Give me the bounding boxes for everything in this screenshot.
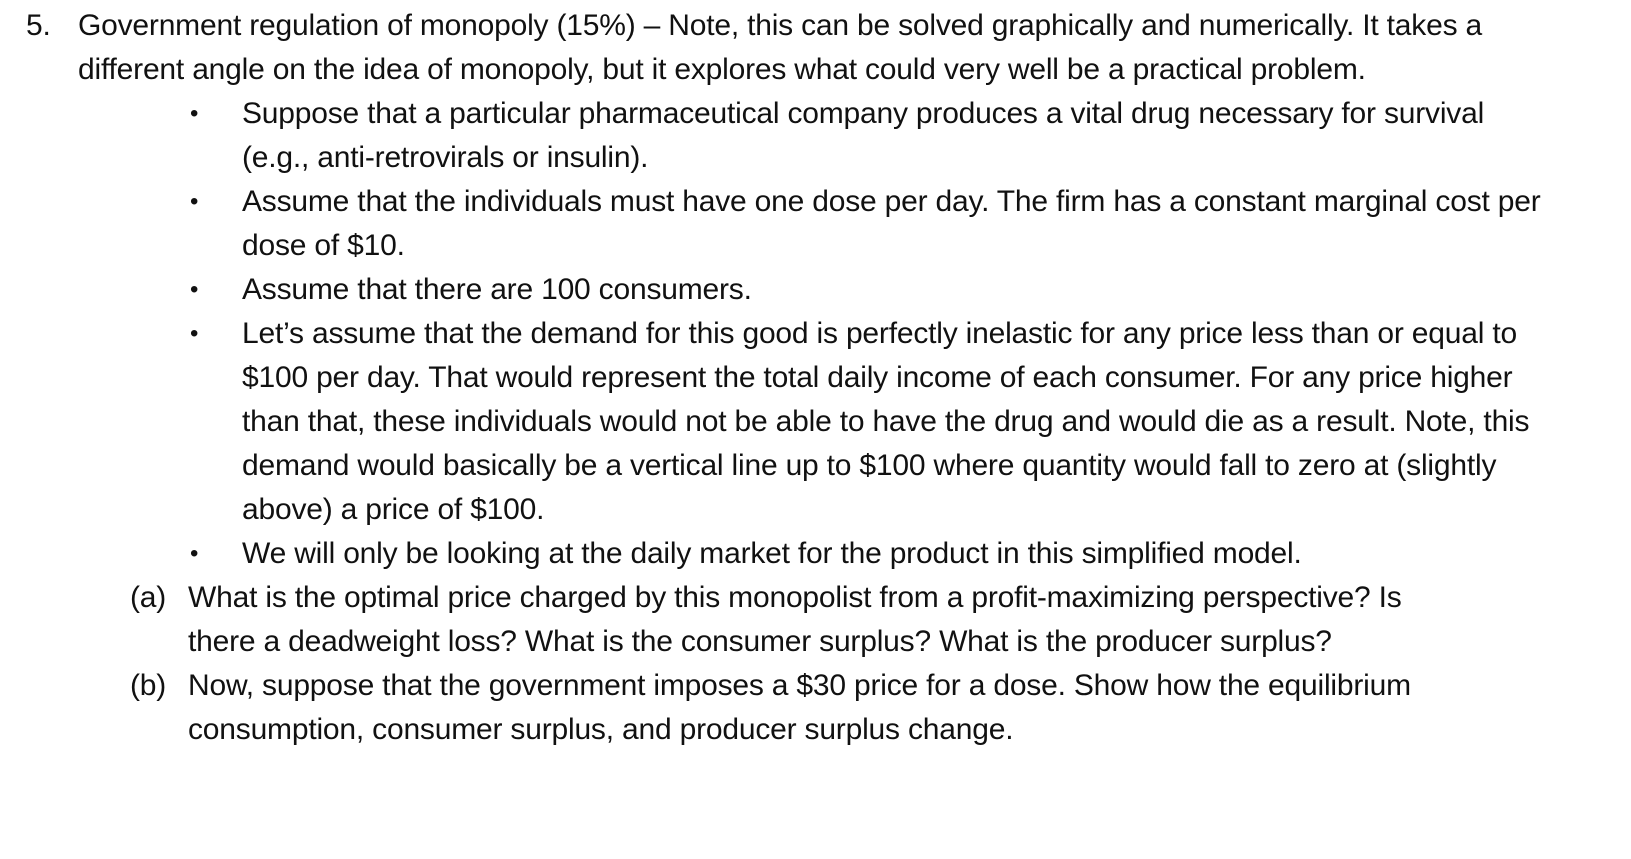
- bullet-icon: •: [190, 276, 199, 303]
- list-item: [190, 92, 1542, 180]
- sub-question-label: (b): [130, 669, 167, 702]
- sub-question-a: [130, 576, 1448, 664]
- bullet-text: Suppose that a particular pharmaceutical company produces a vital drug necessary for survival (e.g., anti-retrovirals or insulin).: [242, 97, 1485, 174]
- sub-question-b: [130, 664, 1448, 752]
- assumption-list: [0, 92, 1631, 576]
- bullet-icon: •: [190, 100, 199, 127]
- list-item: [190, 312, 1542, 532]
- document-page: [0, 4, 1631, 752]
- question-intro: Government regulation of monopoly (15%) – Note, this can be solved graphically and numerically. It takes a different angle on the idea of monopoly, but it explores what could very well be a practical problem.: [78, 9, 1482, 86]
- bullet-text: Let’s assume that the demand for this good is perfectly inelastic for any price less than or equal to $100 per day. That would represent the total daily income of each consumer. For any price higher than that, these individuals would not be able to have the drug and would die as a result. Note, this demand would basically be a vertical line up to $100 where quantity would fall to zero at (slightly above) a price of $100.: [242, 317, 1530, 526]
- bullet-text: We will only be looking at the daily market for the product in this simplified model.: [242, 537, 1302, 570]
- list-item: [190, 268, 1542, 312]
- sub-question-list: [0, 576, 1631, 752]
- bullet-text: Assume that there are 100 consumers.: [242, 273, 752, 306]
- question-header: [0, 4, 1631, 92]
- sub-question-text: Now, suppose that the government imposes a $30 price for a dose. Show how the equilibrium consumption, consumer surplus, and producer surplus change.: [188, 669, 1411, 746]
- bullet-icon: •: [190, 540, 199, 567]
- bullet-icon: •: [190, 188, 199, 215]
- question-number: 5.: [26, 9, 51, 42]
- list-item: [190, 180, 1542, 268]
- sub-question-text: What is the optimal price charged by this monopolist from a profit-maximizing perspective? Is there a deadweight loss? What is the consumer surplus? What is the producer surplus?: [188, 581, 1402, 658]
- bullet-text: Assume that the individuals must have one dose per day. The firm has a constant marginal cost per dose of $10.: [242, 185, 1541, 262]
- bullet-icon: •: [190, 320, 199, 347]
- list-item: [190, 532, 1542, 576]
- sub-question-label: (a): [130, 581, 167, 614]
